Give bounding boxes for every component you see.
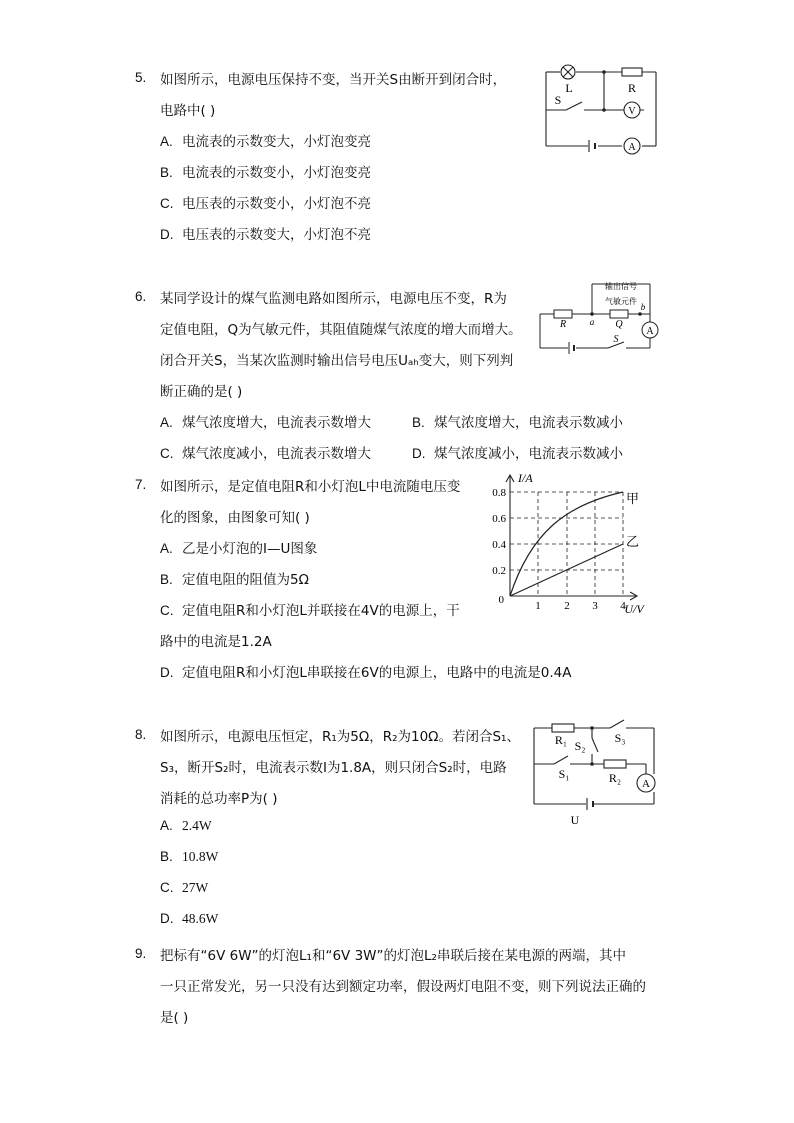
terminal-a-dot	[590, 312, 594, 316]
question-stem-line: S₃，断开S₂时，电流表示数I为1.8A，则只闭合S₂时，电路	[160, 760, 507, 776]
option-text: 10.8W	[182, 849, 219, 864]
option-d	[160, 223, 371, 243]
voltmeter-label: V	[628, 106, 636, 117]
question-stem-line: 定值电阻，Q为气敏元件，其阻值随煤气浓度的增大而增大。	[160, 322, 522, 338]
ammeter-label: A	[642, 778, 650, 790]
option-b	[160, 849, 218, 865]
option-c	[160, 192, 371, 212]
option-letter: A.	[160, 134, 173, 149]
source-u-label: U	[570, 813, 580, 827]
resistor-label: R	[627, 81, 637, 95]
question-stem-line: 把标有“6V 6W”的灯泡L₁和“6V 3W”的灯泡L₂串联后接在某电源的两端，其中	[160, 948, 626, 964]
option-letter: B.	[160, 165, 173, 180]
resistor-r-label: R	[559, 319, 567, 330]
question-stem-line: 断正确的是( )	[160, 384, 243, 400]
y-tick-label: 0.6	[492, 513, 506, 525]
question-stem-line: 化的图象，由图象可知( )	[160, 510, 310, 526]
option-c-continued	[160, 630, 272, 650]
option-letter: A.	[160, 818, 173, 833]
x-tick-label: 1	[535, 600, 541, 612]
output-signal-label: 输出信号	[605, 282, 637, 291]
option-letter: D.	[412, 446, 426, 461]
option-a	[160, 130, 371, 150]
option-text: 路中的电流是1.2A	[160, 634, 272, 650]
circuit-diagram-q5	[536, 60, 666, 160]
option-text: 定值电阻R和小灯泡L并联接在4V的电源上，干	[182, 603, 460, 619]
r1-label: R₁	[554, 733, 568, 747]
option-a	[160, 537, 317, 557]
option-letter: D.	[160, 227, 174, 242]
ammeter-label: A	[646, 326, 654, 337]
switch-label: S	[554, 93, 562, 107]
r2-label: R₂	[608, 771, 622, 785]
circuit-diagram-q8	[524, 712, 664, 830]
y-axis-label: I/A	[518, 471, 533, 485]
junction-dot	[602, 108, 606, 112]
junction-dot	[602, 70, 606, 74]
junction-dot	[590, 762, 594, 766]
option-d	[160, 911, 218, 927]
question-stem-line: 是( )	[160, 1010, 189, 1026]
option-text: 2.4W	[182, 818, 212, 833]
lamp-label: L	[565, 81, 573, 95]
option-text: 煤气浓度减小，电流表示数增大	[182, 446, 371, 462]
y-tick-label: 0.4	[492, 539, 506, 551]
option-letter: A.	[160, 415, 173, 430]
question-stem-line: 某同学设计的煤气监测电路如图所示，电源电压不变，R为	[160, 291, 507, 307]
option-text: 煤气浓度减小，电流表示数减小	[434, 446, 623, 462]
question-number: 9.	[135, 946, 147, 961]
y-tick-label: 0.8	[492, 487, 506, 499]
option-d	[160, 661, 571, 681]
option-a	[160, 411, 371, 431]
option-letter: D.	[160, 911, 174, 926]
option-letter: B.	[412, 415, 425, 430]
option-letter: B.	[160, 849, 173, 864]
option-letter: A.	[160, 541, 173, 556]
option-b	[160, 161, 371, 181]
gas-sensor-label: 气敏元件	[605, 297, 637, 306]
x-tick-label: 3	[592, 600, 598, 612]
question-number: 6.	[135, 289, 147, 304]
option-letter: C.	[160, 196, 174, 211]
s2-label: S₂	[574, 739, 586, 753]
option-c	[160, 599, 460, 619]
option-letter: C.	[160, 446, 174, 461]
option-a	[160, 818, 212, 834]
option-c	[160, 880, 208, 896]
option-b	[160, 568, 309, 588]
x-tick-label: 4	[620, 600, 626, 612]
y-tick-label: 0.2	[492, 565, 506, 577]
terminal-a-label: a	[589, 317, 595, 327]
circuit-diagram-q6	[532, 276, 662, 356]
question-stem-line: 如图所示，电源电压保持不变，当开关S由断开到闭合时，	[160, 72, 507, 88]
question-stem-line: 消耗的总功率P为( )	[160, 791, 278, 807]
curve-jia-label: 甲	[626, 492, 640, 507]
question-stem-line: 一只正常发光，另一只没有达到额定功率，假设两灯电阻不变，则下列说法正确的	[160, 979, 646, 995]
option-text: 27W	[182, 880, 209, 895]
sensor-q-label: Q	[615, 319, 623, 330]
option-text: 定值电阻R和小灯泡L串联接在6V的电源上，电路中的电流是0.4A	[182, 665, 572, 681]
option-text: 煤气浓度增大，电流表示数减小	[434, 415, 623, 431]
question-number: 7.	[135, 477, 147, 492]
switch-label: S	[613, 334, 619, 345]
question-number: 5.	[135, 70, 147, 85]
option-letter: C.	[160, 603, 174, 618]
x-axis-label: U/V	[624, 602, 644, 616]
option-text: 乙是小灯泡的I—U图象	[182, 541, 318, 557]
question-stem-line: 电路中( )	[160, 103, 216, 119]
question-stem-line: 闭合开关S，当某次监测时输出信号电压Uₐₕ变大，则下列判	[160, 353, 514, 369]
question-stem-line: 如图所示，电源电压恒定，R₁为5Ω，R₂为10Ω。若闭合S₁、	[160, 729, 520, 745]
option-text: 电流表的示数变大，小灯泡变亮	[182, 134, 371, 150]
line-yi-label: 乙	[626, 535, 640, 550]
option-letter: C.	[160, 880, 174, 895]
option-text: 煤气浓度增大，电流表示数增大	[182, 415, 371, 431]
s3-label: S₃	[614, 731, 626, 745]
option-text: 48.6W	[182, 911, 219, 926]
option-text: 电压表的示数变小，小灯泡不亮	[182, 196, 371, 212]
option-text: 定值电阻的阻值为5Ω	[182, 572, 309, 588]
option-text: 电压表的示数变大，小灯泡不亮	[182, 227, 371, 243]
ammeter-label: A	[628, 142, 636, 153]
option-c	[160, 442, 371, 462]
option-letter: D.	[160, 665, 174, 680]
question-stem-line: 如图所示，是定值电阻R和小灯泡L中电流随电压变	[160, 479, 461, 495]
option-d	[412, 442, 623, 462]
terminal-b-dot	[638, 312, 642, 316]
option-letter: B.	[160, 572, 173, 587]
s1-label: S₁	[558, 767, 570, 781]
question-number: 8.	[135, 727, 147, 742]
option-b	[412, 411, 623, 431]
option-text: 电流表的示数变小，小灯泡变亮	[182, 165, 371, 181]
origin-label: 0	[498, 594, 504, 606]
iu-graph-q7	[486, 470, 664, 616]
terminal-b-label: b	[640, 302, 646, 312]
junction-dot	[590, 726, 594, 730]
x-tick-label: 2	[564, 600, 570, 612]
